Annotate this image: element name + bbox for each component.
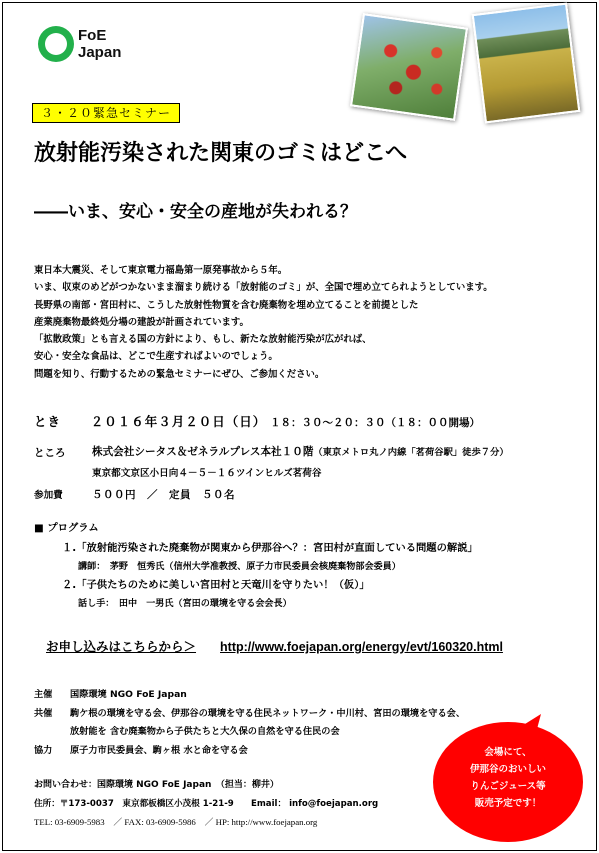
- program-item-2-speaker: 話し手： 田中 一男氏（宮田の環境を守る会会長）: [78, 599, 292, 609]
- program-item-1-title: １.「放射能汚染された廃棄物が関東から伊那谷へ？：宮田村が直面している問題の解説」: [62, 542, 478, 554]
- bubble-line: 会場にて、: [484, 747, 532, 758]
- contact-heading: お問い合わせ：国際環境 NGO FoE Japan （担当：柳井）: [34, 780, 279, 790]
- seminar-badge: ３・２０緊急セミナー: [32, 103, 180, 123]
- intro-line: 問題を知り、行動するための緊急セミナーにぜひ、ご参加ください。: [34, 368, 325, 380]
- venue-address: 東京都文京区小日向４－５－１６ツインヒルズ茗荷谷: [92, 468, 322, 479]
- logo-line1: FoE: [78, 27, 107, 44]
- logo-line2: Japan: [78, 44, 122, 61]
- page-subtitle: ――いま、安心・安全の産地が失われる？: [34, 202, 357, 222]
- cohost-line1: 駒ケ根の環境を守る会、伊那谷の環境を守る住民ネットワーク・中川村、宮田の環境を守る会、: [70, 708, 466, 719]
- bubble-line: 販売予定です！: [474, 798, 542, 809]
- intro-line: 産業廃棄物最終処分場の建設が計画されています。: [34, 316, 249, 328]
- intro-line: いま、収束のめどがつかないまま溜まり続ける「放射能のゴミ」が、全国で埋め立てられようとしています。: [34, 282, 493, 294]
- event-venue: [92, 444, 509, 459]
- cohost-label: 共催: [34, 708, 53, 719]
- coop-name: 原子力市民委員会、駒ヶ根 水と命を守る会: [70, 745, 248, 756]
- intro-line: 「拡散政策」とも言える国の方針により、もし、新たな放射能汚染が広がれば、: [34, 334, 372, 346]
- intro-text: [34, 262, 493, 383]
- event-date: ２０１６年３月２０日（日）: [90, 414, 267, 429]
- intro-line: 東日本大震災、そして東京電力福島第一原発事故から５年。: [34, 265, 288, 276]
- contact-phone: TEL: 03-6909-5983 ／ FAX: 03-6909-5986 ／ HP: http://www.foejapan.org: [34, 817, 318, 827]
- bubble-text: [433, 744, 583, 812]
- event-time: １８：３０～２０：３０（１８：００開場）: [270, 417, 481, 429]
- program-item-2-title: ２.「子供たちのために美しい宮田村と天竜川を守りたい！（仮）」: [62, 579, 370, 591]
- apple-photo: [350, 13, 468, 121]
- apply-link[interactable]: [46, 637, 503, 655]
- venue-name: 株式会社シータス＆ゼネラルプレス本社１０階: [92, 446, 314, 458]
- fee-label: 参加費: [34, 490, 63, 501]
- host-name: 国際環境 NGO FoE Japan: [70, 689, 187, 700]
- bubble-line: 伊那谷のおいしい: [469, 764, 546, 775]
- contact-address: 住所：〒173-0037 東京都板橋区小茂根 1-21-9 Email： info@foejapan.org: [34, 799, 379, 809]
- coop-label: 協力: [34, 745, 53, 756]
- apply-text: お申し込みはこちらから＞: [46, 639, 197, 654]
- cohost-line2: 放射能を 含む廃棄物から子供たちと大久保の自然を守る住民の会: [70, 726, 340, 737]
- intro-line: 安心・安全な食品は、どこで生産すればよいのでしょう。: [34, 351, 278, 363]
- logo-ring-icon: [38, 26, 74, 62]
- fee-text: ５００円 ／ 定員 ５０名: [92, 489, 235, 501]
- juice-sale-bubble: [433, 722, 583, 842]
- program-heading: ■ プログラム: [34, 522, 99, 534]
- event-when: [34, 412, 480, 430]
- bubble-line: りんごジュース等: [470, 781, 546, 792]
- host-label: 主催: [34, 689, 53, 700]
- foe-japan-logo: [38, 26, 138, 66]
- intro-line: 長野県の南部・宮田村に、こうした放射性物質を含む廃棄物を埋め立てることを前提とした: [34, 299, 419, 311]
- program-item-1-speaker: 講師： 茅野 恒秀氏（信州大学准教授、原子力市民委員会核廃棄物部会委員）: [78, 562, 401, 572]
- page-title: 放射能汚染された関東のゴミはどこへ: [34, 141, 408, 166]
- when-label: とき: [34, 414, 62, 429]
- where-label: ところ: [34, 447, 66, 459]
- logo-text: [78, 27, 121, 61]
- apply-url[interactable]: http://www.foejapan.org/energy/evt/160320.html: [220, 640, 503, 654]
- rice-field-photo: [472, 3, 581, 124]
- venue-access: （東京メトロ丸ノ内線「茗荷谷駅」徒歩７分）: [313, 447, 509, 458]
